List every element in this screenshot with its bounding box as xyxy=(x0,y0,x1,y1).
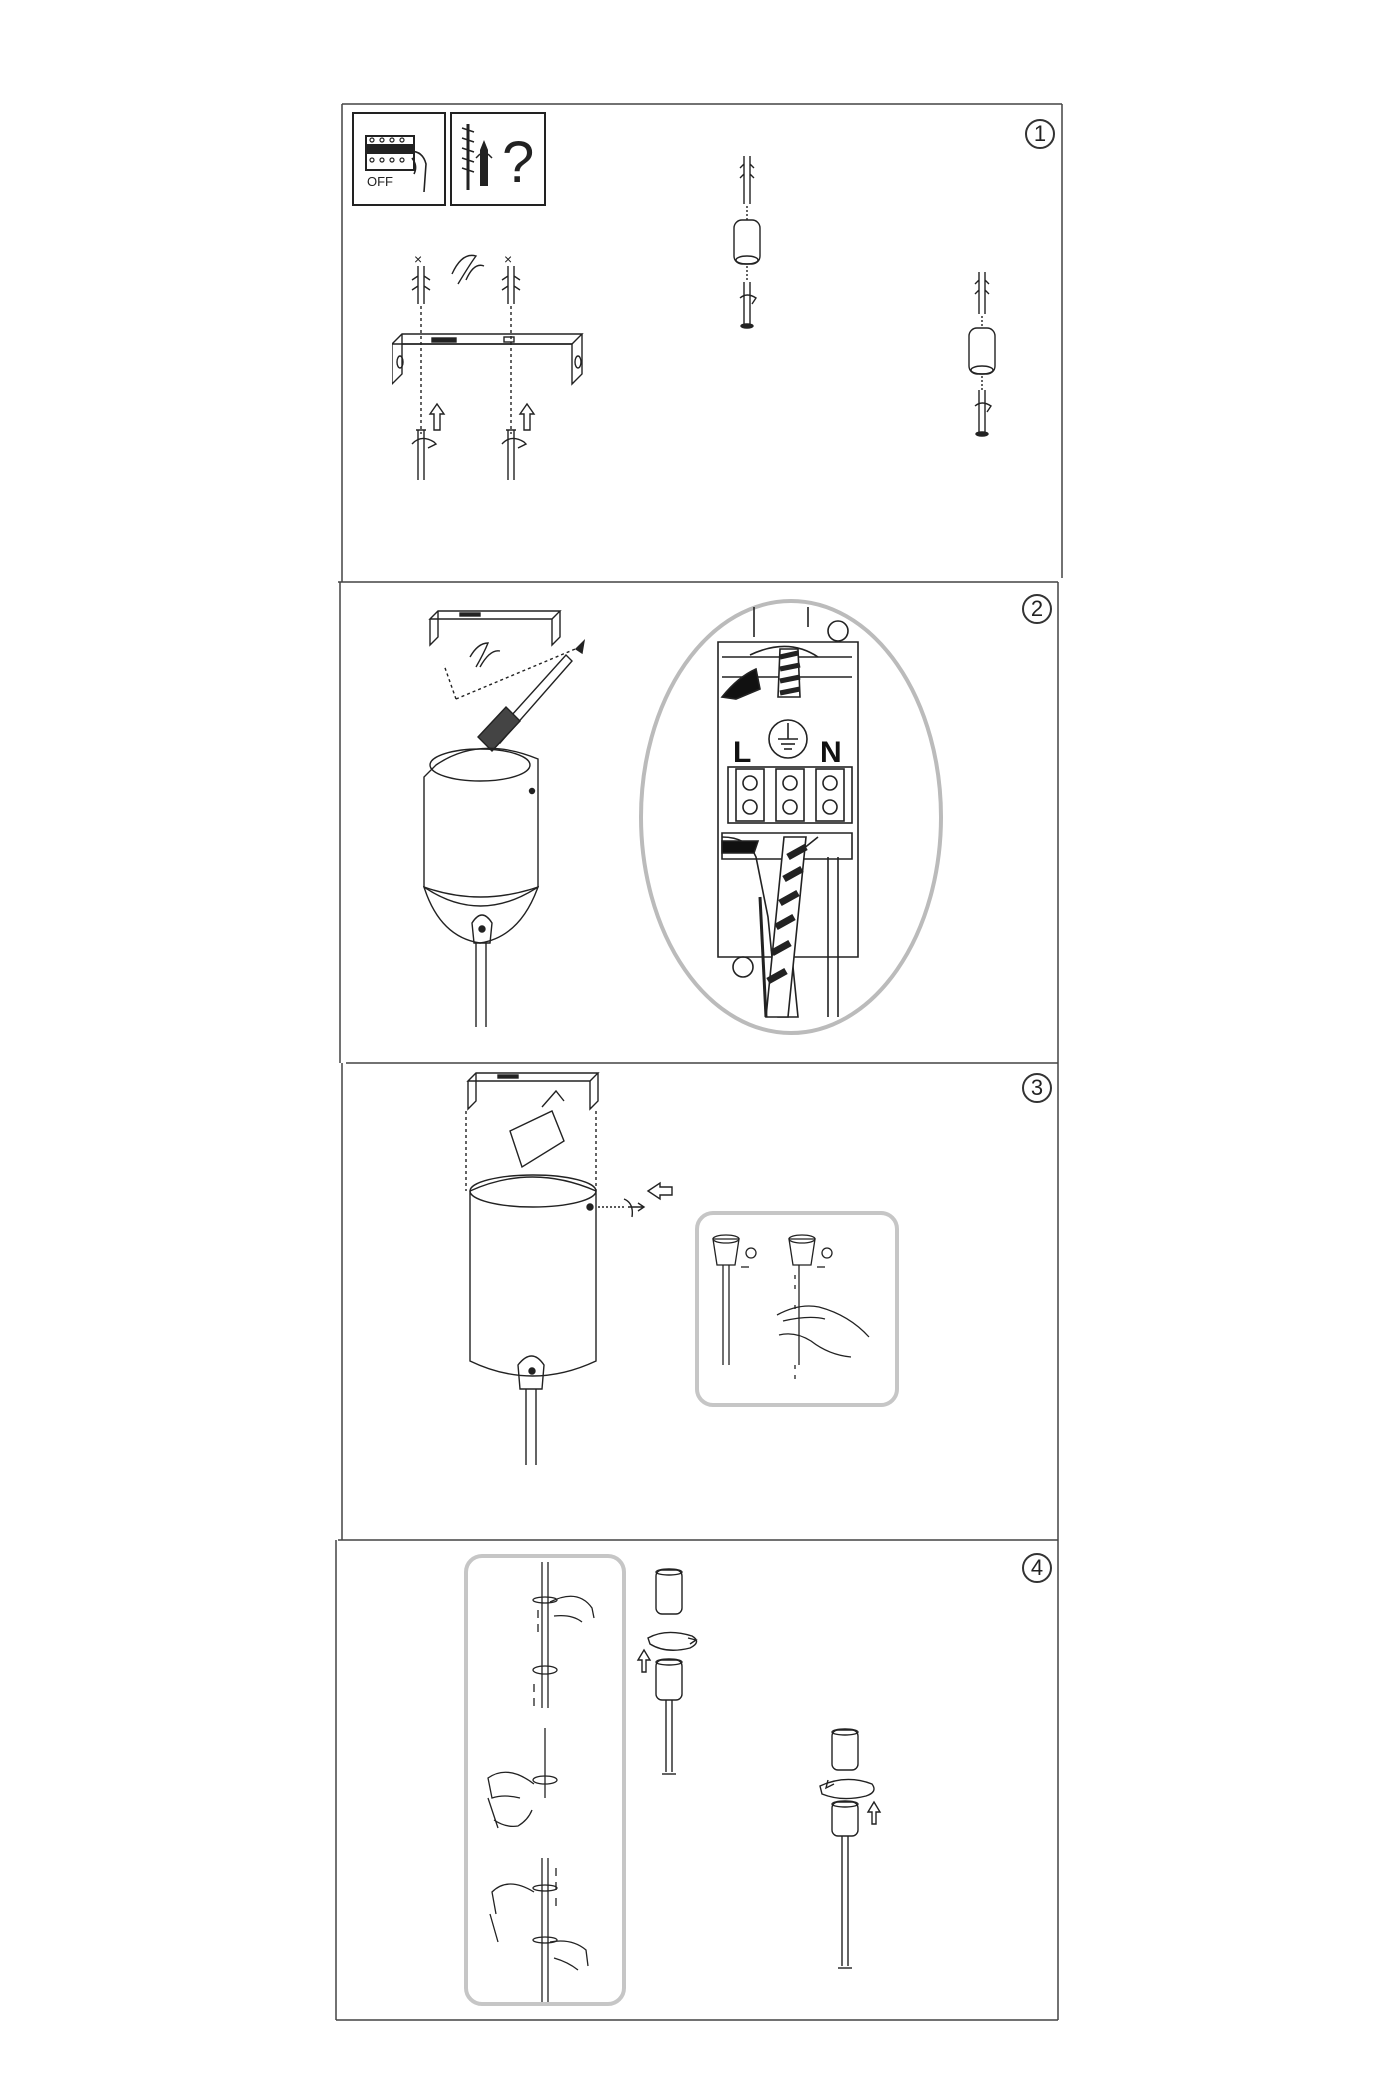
step-3-panel xyxy=(342,1063,1058,1540)
canopy-wiring-diagram xyxy=(420,607,640,1037)
step-number-2: 2 xyxy=(1022,594,1052,624)
power-off-icon xyxy=(352,112,446,206)
step-1-panel xyxy=(342,104,1062,582)
svg-text:×: × xyxy=(414,251,423,267)
terminal-block-zoom xyxy=(638,597,944,1037)
terminal-neutral-label: N xyxy=(820,736,842,769)
step-4-panel xyxy=(336,1540,1058,2020)
pendant-assembly-diagram xyxy=(806,1724,896,1974)
mounting-bracket-diagram xyxy=(392,244,592,484)
question-mark: ? xyxy=(502,130,535,195)
power-off-label: OFF xyxy=(367,174,393,189)
step-number-1: 1 xyxy=(1025,119,1055,149)
step-2-panel xyxy=(340,582,1058,1063)
svg-text:×: × xyxy=(504,251,513,267)
canopy-fixing-diagram xyxy=(452,1071,692,1471)
step-number-4: 4 xyxy=(1022,1553,1052,1583)
screw-anchor-question-icon xyxy=(450,112,546,206)
anchor-column-diagram xyxy=(722,148,772,348)
step-number-3: 3 xyxy=(1022,1073,1052,1103)
cable-adjustment-inset xyxy=(464,1554,626,2006)
shade-assembly-diagram xyxy=(636,1564,726,1784)
anchor-column-diagram-right xyxy=(957,264,1007,454)
terminal-live-label: L xyxy=(733,736,752,769)
cable-grip-inset xyxy=(695,1211,899,1407)
